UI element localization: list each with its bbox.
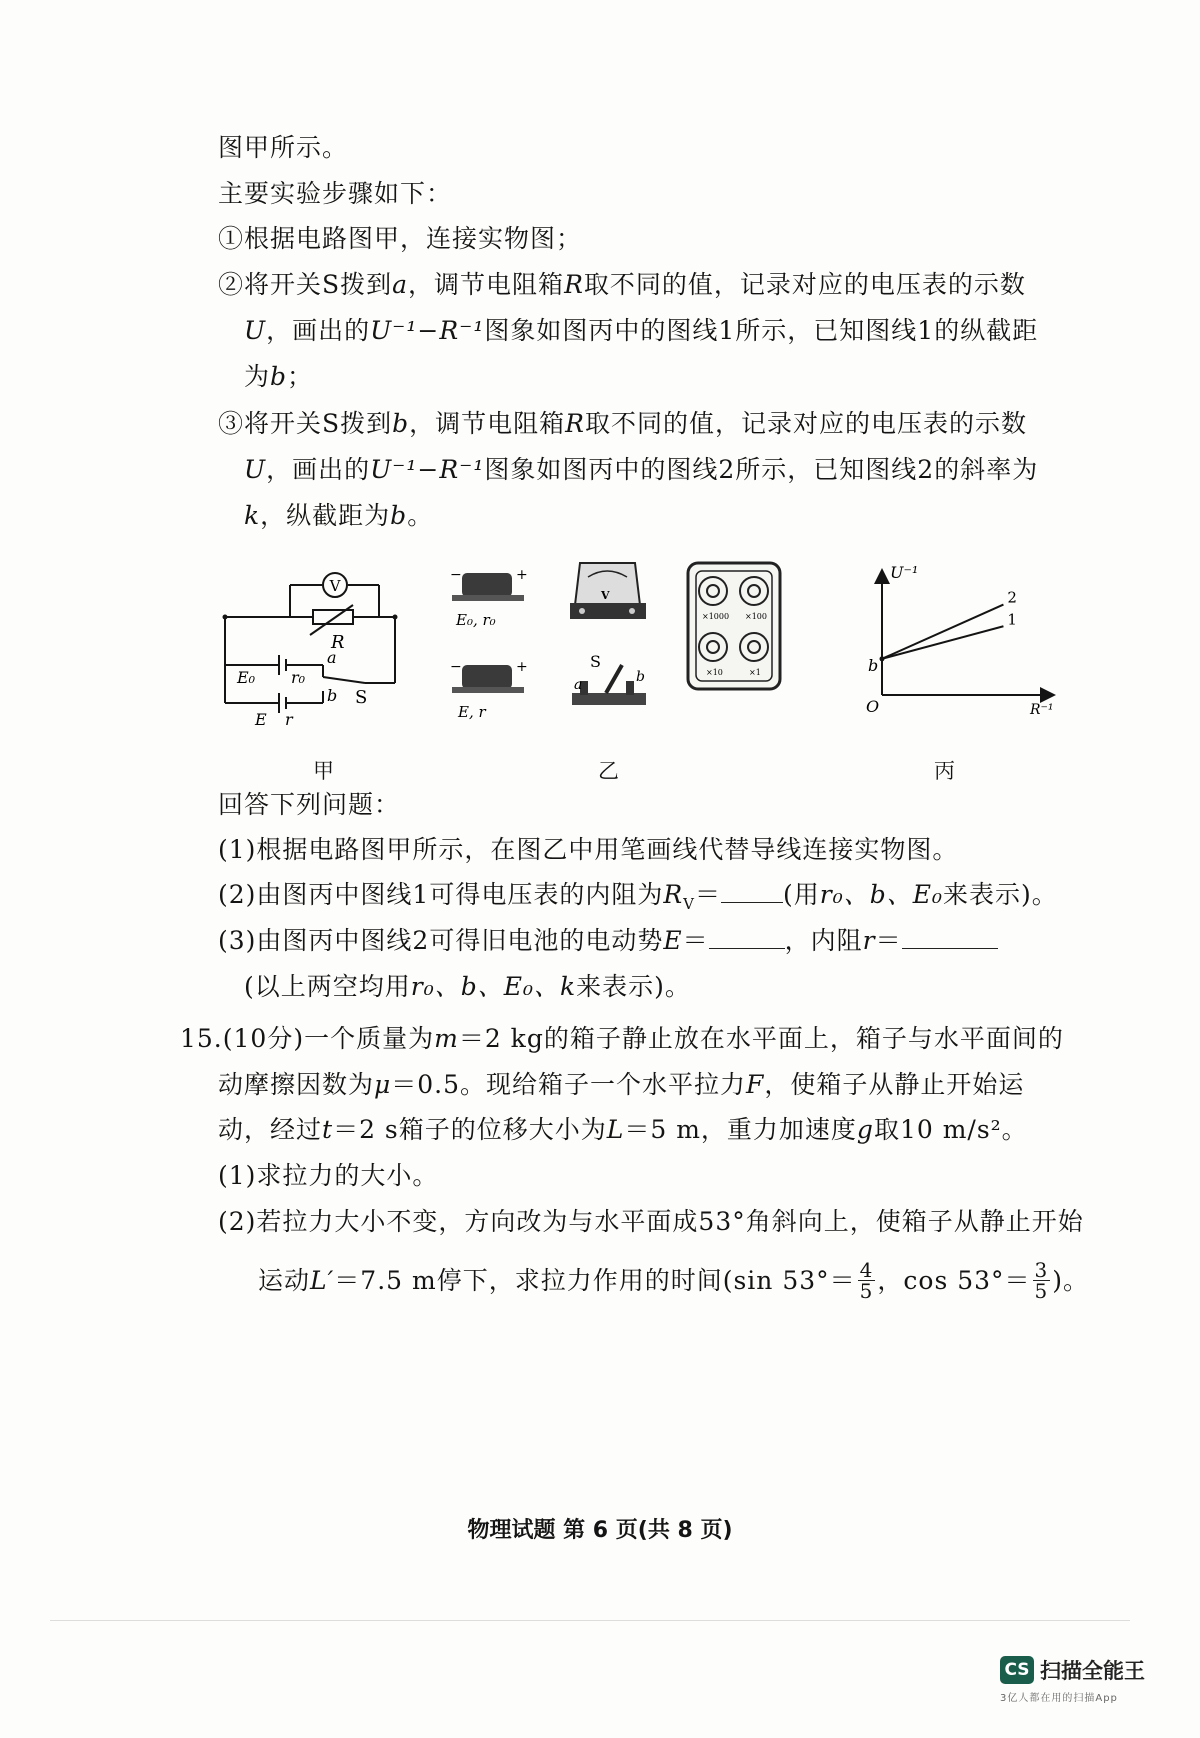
step-3-line-2: U，画出的U⁻¹−R⁻¹图象如图丙中的图线2所示，已知图线2的斜率为 xyxy=(244,455,1039,484)
svg-text:+: + xyxy=(516,659,528,675)
figure-bing-graph xyxy=(852,560,1062,720)
switch-label: S xyxy=(590,652,601,671)
question-3: (3)由图丙中图线2可得旧电池的电动势E＝ ，内阻r＝ xyxy=(218,924,998,958)
battery-old-label: E₀, r₀ xyxy=(456,611,496,629)
step-2-line-3: 为b； xyxy=(244,362,314,391)
steps-heading: 主要实验步骤如下： xyxy=(218,179,453,208)
r-label: r xyxy=(285,710,293,729)
dial-x10: ×10 xyxy=(706,668,723,677)
switch-a-terminal: a xyxy=(574,677,583,693)
svg-text:−: − xyxy=(450,567,462,583)
cos-fraction: $\frac{3}{5}$ xyxy=(1034,1258,1049,1303)
voltmeter-dial-label: V xyxy=(601,589,610,602)
camscanner-logo-icon: CS xyxy=(1000,1656,1034,1684)
battery-old-icon xyxy=(450,567,528,601)
step-1: ①根据电路图甲，连接实物图； xyxy=(218,224,583,253)
problem-15-question-2-line-2: 运动L′＝7.5 m停下，求拉力作用的时间(sin 53°＝ $\frac{4}{5}$ ，cos 53°＝ $\frac{3}{5}$ )。 xyxy=(258,1258,1090,1303)
figure-jia-circuit xyxy=(215,565,415,735)
knife-switch-icon xyxy=(572,665,646,705)
switch-b-label: b xyxy=(327,686,338,705)
svg-text:+: + xyxy=(516,567,528,583)
x-axis-label: R⁻¹ xyxy=(1030,702,1054,718)
e-label: E xyxy=(255,710,267,729)
page-footer: 物理试题 第 6 页(共 8 页) xyxy=(467,1518,733,1543)
answer-blank-e[interactable] xyxy=(709,926,785,949)
caption-bing: 丙 xyxy=(934,759,955,783)
problem-15-line-2: 动摩擦因数为μ＝0.5。现给箱子一个水平拉力F，使箱子从静止开始运 xyxy=(218,1070,1025,1099)
question-3-note: (以上两空均用r₀、b、E₀、k来表示)。 xyxy=(244,972,691,1001)
intro-line: 图甲所示。 xyxy=(218,133,349,162)
problem-15-line-3: 动，经过t＝2 s箱子的位移大小为L＝5 m，重力加速度g取10 m/s²。 xyxy=(218,1115,1028,1144)
dial-x100: ×100 xyxy=(745,612,767,621)
problem-15-question-1: (1)求拉力的大小。 xyxy=(218,1161,439,1190)
question-2: (2)由图丙中图线1可得电压表的内阻为$R_V=$ (用r₀、b、E₀来表示)。 xyxy=(218,880,1058,913)
switch-b-terminal: b xyxy=(636,669,645,685)
resistance-box-icon xyxy=(688,563,780,689)
question-1: (1)根据电路图甲所示，在图乙中用笔画线代替导线连接实物图。 xyxy=(218,835,959,864)
graph-line-label-1: 1 xyxy=(1007,610,1017,629)
caption-yi: 乙 xyxy=(598,759,619,783)
scanner-watermark: CS 扫描全能王 3亿人都在用的扫描App xyxy=(1000,1655,1145,1704)
e0-label: E₀ xyxy=(237,668,256,687)
svg-text:−: − xyxy=(450,659,462,675)
origin-label: O xyxy=(866,697,880,716)
answer-blank-r[interactable] xyxy=(902,926,998,949)
problem-15-line-1: 15.(10分)一个质量为m＝2 kg的箱子静止放在水平面上，箱子与水平面间的 xyxy=(180,1024,1064,1053)
battery-new-icon xyxy=(450,659,528,693)
dial-x1: ×1 xyxy=(749,668,761,677)
sin-fraction: $\frac{4}{5}$ xyxy=(859,1258,874,1303)
switch-s-label: S xyxy=(355,687,368,708)
battery-new-label: E, r xyxy=(458,703,486,721)
r0-label: r₀ xyxy=(291,668,306,687)
dial-x1000: ×1000 xyxy=(702,612,730,621)
figure-yi-components xyxy=(440,555,820,745)
problem-15-question-2-line-1: (2)若拉力大小不变，方向改为与水平面成53°角斜向上，使箱子从静止开始 xyxy=(218,1207,1084,1236)
step-2-line-2: U，画出的U⁻¹−R⁻¹图象如图丙中的图线1所示，已知图线1的纵截距 xyxy=(244,316,1039,345)
switch-a-label: a xyxy=(327,648,337,667)
voltmeter-label: V xyxy=(329,577,341,595)
intercept-point xyxy=(880,656,885,661)
intercept-label: b xyxy=(868,656,879,675)
scan-divider xyxy=(50,1620,1130,1621)
step-3-line-1: ③将开关S拨到b，调节电阻箱R取不同的值，记录对应的电压表的示数 xyxy=(218,409,1028,438)
questions-heading: 回答下列问题： xyxy=(218,790,401,819)
answer-blank-rv[interactable] xyxy=(721,880,783,903)
resistor-label: R xyxy=(331,632,345,653)
y-axis-label: U⁻¹ xyxy=(890,563,919,582)
graph-line-label-2: 2 xyxy=(1007,588,1017,607)
caption-jia: 甲 xyxy=(313,759,334,783)
step-3-line-3: k，纵截距为b。 xyxy=(244,501,434,530)
step-2-line-1: ②将开关S拨到a，调节电阻箱R取不同的值，记录对应的电压表的示数 xyxy=(218,270,1026,299)
